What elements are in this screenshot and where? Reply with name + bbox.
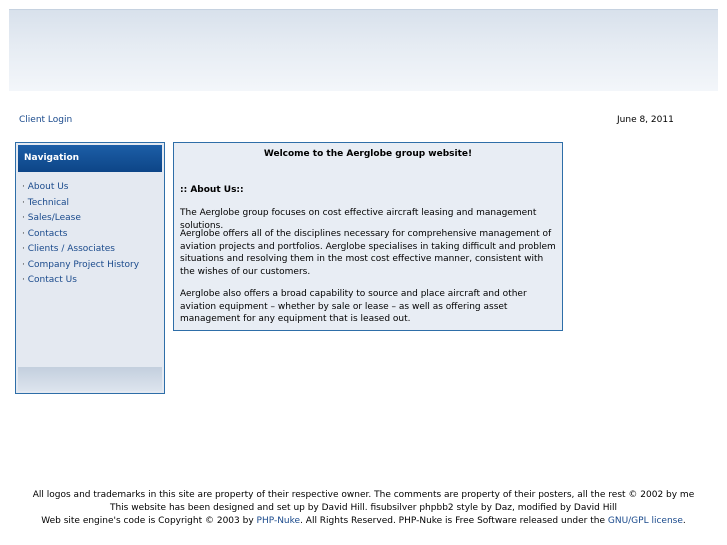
nav-item-about-us[interactable]: · About Us [22, 182, 69, 192]
footer-credits-line: This website has been designed and set up by David Hill. fisubsilver phpbb2 style by Daz, modified by David Hill [109, 503, 618, 513]
nav-item-contacts[interactable]: · Contacts [22, 228, 68, 239]
nav-item-clients-associates[interactable]: · Clients / Associates [22, 244, 115, 254]
client-login-link[interactable]: Client Login [19, 115, 73, 125]
navigation-footer-bar [18, 367, 162, 391]
nav-item-contact-us[interactable]: · Contact Us [22, 275, 77, 285]
current-date: June 8, 2011 [617, 115, 674, 125]
nav-link-technical[interactable]: Technical [27, 197, 70, 208]
nav-link-sales-lease[interactable]: Sales/Lease [27, 213, 81, 223]
gnu-gpl-license-link[interactable]: GNU/GPL license [607, 516, 683, 526]
navigation-title: Navigation [18, 145, 162, 172]
nav-link-contacts[interactable]: Contacts [27, 228, 68, 239]
navigation-panel [15, 142, 165, 394]
nav-item-company-project-history[interactable]: · Company Project History [22, 259, 140, 270]
about-us-heading: :: About Us:: [180, 185, 244, 195]
nav-item-technical[interactable]: · Technical [22, 197, 70, 208]
footer-trademark-line: All logos and trademarks in this site are property of their respective owner. The comments are property of their posters, all the rest © 2002 by me [32, 490, 695, 500]
content-paragraph: The Aerglobe group focuses on cost effective aircraft leasing and management solutions. [180, 208, 537, 231]
nav-link-contact-us[interactable]: Contact Us [27, 275, 77, 285]
nav-item-sales-lease[interactable]: · Sales/Lease [22, 213, 81, 223]
nav-link-company-project-history[interactable]: Company Project History [27, 259, 140, 270]
nav-link-clients-associates[interactable]: Clients / Associates [27, 244, 115, 254]
footer-copyright-suffix: . [682, 516, 686, 526]
page-footer [0, 489, 727, 528]
header-banner [9, 9, 718, 91]
footer-copyright-middle: . All Rights Reserved. PHP-Nuke is Free Software released under the [300, 516, 608, 526]
footer-copyright-prefix: Web site engine's code is Copyright © 2003 by [41, 516, 257, 526]
main-content-panel [173, 142, 563, 331]
php-nuke-link[interactable]: PHP-Nuke [256, 516, 301, 526]
welcome-title: Welcome to the Aerglobe group website! [263, 149, 473, 159]
footer-copyright-line [0, 515, 727, 528]
navigation-list [22, 180, 139, 289]
content-paragraph: Aerglobe also offers a broad capability to source and place aircraft and other aviation equipment – whether by sale or lease – as well as offering asset management for any equipment that is leased out. [180, 289, 527, 324]
content-paragraph: Aerglobe offers all of the disciplines necessary for comprehensive management of aviation projects and portfolios. Aerglobe specialises in taking difficult and problem situations and resolving them in the most cost effective manner, consistent with the wishes of our customers. [180, 229, 556, 277]
nav-link-about-us[interactable]: About Us [27, 182, 69, 192]
